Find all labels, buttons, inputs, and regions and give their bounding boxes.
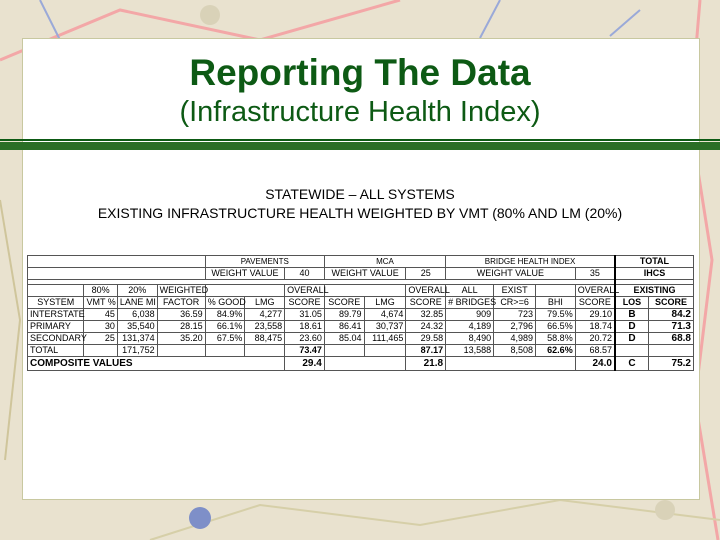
group-ihcs: IHCS <box>615 268 694 280</box>
cell: 66.5% <box>535 321 575 333</box>
col-header: FACTOR <box>157 297 205 309</box>
subhead-overall-pav: OVERALL <box>285 285 325 297</box>
cell: 28.15 <box>157 321 205 333</box>
cell: 89.79 <box>324 309 364 321</box>
cell <box>84 345 117 357</box>
cell: 111,465 <box>364 333 406 345</box>
composite-bridge: 24.0 <box>575 357 615 371</box>
title-rule-thick <box>0 142 720 150</box>
group-bridge: BRIDGE HEALTH INDEX <box>446 256 615 268</box>
cell-system: INTERSTATE <box>28 309 84 321</box>
cell-los: D <box>615 333 648 345</box>
col-header: CR>=6 <box>494 297 536 309</box>
group-existing: EXISTING <box>615 285 694 297</box>
col-header: SCORE <box>648 297 693 309</box>
cell: 8,490 <box>446 333 494 345</box>
cell: 23.60 <box>285 333 325 345</box>
weight-bridge: 35 <box>575 268 615 280</box>
col-header: SYSTEM <box>28 297 84 309</box>
group-pavements: PAVEMENTS <box>205 256 324 268</box>
cell: 24.32 <box>406 321 446 333</box>
table-weight-row <box>28 268 694 280</box>
col-header: # BRIDGES <box>446 297 494 309</box>
cell: 45 <box>84 309 117 321</box>
table-row-composite <box>28 357 694 371</box>
title-rule-thin <box>0 139 720 141</box>
weight-pav: 40 <box>285 268 325 280</box>
cell: 20.72 <box>575 333 615 345</box>
cell: 4,674 <box>364 309 406 321</box>
col-header: SCORE <box>406 297 446 309</box>
cell: 2,796 <box>494 321 536 333</box>
col-header: SCORE <box>575 297 615 309</box>
weight-label-bridge: WEIGHT VALUE <box>446 268 576 280</box>
table-row-total <box>28 345 694 357</box>
col-header: LMG <box>245 297 285 309</box>
cell <box>205 345 245 357</box>
col-header: VMT % <box>84 297 117 309</box>
cell-system: SECONDARY <box>28 333 84 345</box>
subhead-80pct: 80% <box>84 285 117 297</box>
col-header: LOS <box>615 297 648 309</box>
subhead-20pct: 20% <box>117 285 157 297</box>
cell <box>157 345 205 357</box>
composite-pav: 29.4 <box>285 357 325 371</box>
cell: 131,374 <box>117 333 157 345</box>
caption-line-2: EXISTING INFRASTRUCTURE HEALTH WEIGHTED BY VMT (80% AND LM (20%) <box>97 205 623 221</box>
group-mca: MCA <box>324 256 445 268</box>
cell: 32.85 <box>406 309 446 321</box>
col-header: % GOOD <box>205 297 245 309</box>
cell-score: 84.2 <box>648 309 693 321</box>
caption-line-1: STATEWIDE – ALL SYSTEMS <box>265 186 455 202</box>
cell: 73.47 <box>285 345 325 357</box>
subhead-exist: EXIST <box>494 285 536 297</box>
cell-los <box>615 345 648 357</box>
col-header: LMG <box>364 297 406 309</box>
subhead-overall-mca: OVERALL <box>406 285 446 297</box>
cell: 13,588 <box>446 345 494 357</box>
subhead-all: ALL <box>446 285 494 297</box>
table-group-row <box>28 256 694 268</box>
cell <box>364 345 406 357</box>
cell: 35,540 <box>117 321 157 333</box>
composite-los: C <box>615 357 648 371</box>
col-header: BHI <box>535 297 575 309</box>
cell: 87.17 <box>406 345 446 357</box>
cell: 29.58 <box>406 333 446 345</box>
cell: 68.57 <box>575 345 615 357</box>
cell: 84.9% <box>205 309 245 321</box>
subhead-overall-bridge: OVERALL <box>575 285 615 297</box>
col-header: SCORE <box>324 297 364 309</box>
cell: 86.41 <box>324 321 364 333</box>
weight-mca: 25 <box>406 268 446 280</box>
cell: 66.1% <box>205 321 245 333</box>
composite-label: COMPOSITE VALUES <box>28 357 285 371</box>
cell: 23,558 <box>245 321 285 333</box>
infrastructure-health-table <box>27 255 694 371</box>
col-header: SCORE <box>285 297 325 309</box>
cell: 79.5% <box>535 309 575 321</box>
cell: 723 <box>494 309 536 321</box>
cell: 8,508 <box>494 345 536 357</box>
cell: 88,475 <box>245 333 285 345</box>
cell: 30 <box>84 321 117 333</box>
cell: 29.10 <box>575 309 615 321</box>
cell: 18.74 <box>575 321 615 333</box>
cell: 67.5% <box>205 333 245 345</box>
cell: 58.8% <box>535 333 575 345</box>
col-header: LANE MI <box>117 297 157 309</box>
slide-subtitle: (Infrastructure Health Index) <box>179 96 541 128</box>
table-row <box>28 333 694 345</box>
cell: 18.61 <box>285 321 325 333</box>
cell: 36.59 <box>157 309 205 321</box>
cell: 31.05 <box>285 309 325 321</box>
table-header-row <box>28 297 694 309</box>
cell-system: PRIMARY <box>28 321 84 333</box>
cell: 62.6% <box>535 345 575 357</box>
cell: 171,752 <box>117 345 157 357</box>
composite-mca: 21.8 <box>406 357 446 371</box>
cell: 30,737 <box>364 321 406 333</box>
cell-los: D <box>615 321 648 333</box>
cell: 85.04 <box>324 333 364 345</box>
cell: 25 <box>84 333 117 345</box>
cell: 4,277 <box>245 309 285 321</box>
slide-title: Reporting The Data <box>189 52 531 93</box>
table-subheader-row <box>28 285 694 297</box>
table-row <box>28 321 694 333</box>
cell: 909 <box>446 309 494 321</box>
composite-score: 75.2 <box>648 357 693 371</box>
cell-los: B <box>615 309 648 321</box>
cell-score: 68.8 <box>648 333 693 345</box>
cell-score: 71.3 <box>648 321 693 333</box>
cell: 35.20 <box>157 333 205 345</box>
weight-label-mca: WEIGHT VALUE <box>324 268 406 280</box>
cell: 4,989 <box>494 333 536 345</box>
weight-label-pav: WEIGHT VALUE <box>205 268 284 280</box>
cell: 6,038 <box>117 309 157 321</box>
cell <box>324 345 364 357</box>
subhead-weighted: WEIGHTED <box>157 285 205 297</box>
table-row <box>28 309 694 321</box>
cell-system: TOTAL <box>28 345 84 357</box>
cell-score <box>648 345 693 357</box>
group-total: TOTAL <box>615 256 694 268</box>
cell: 4,189 <box>446 321 494 333</box>
cell <box>245 345 285 357</box>
